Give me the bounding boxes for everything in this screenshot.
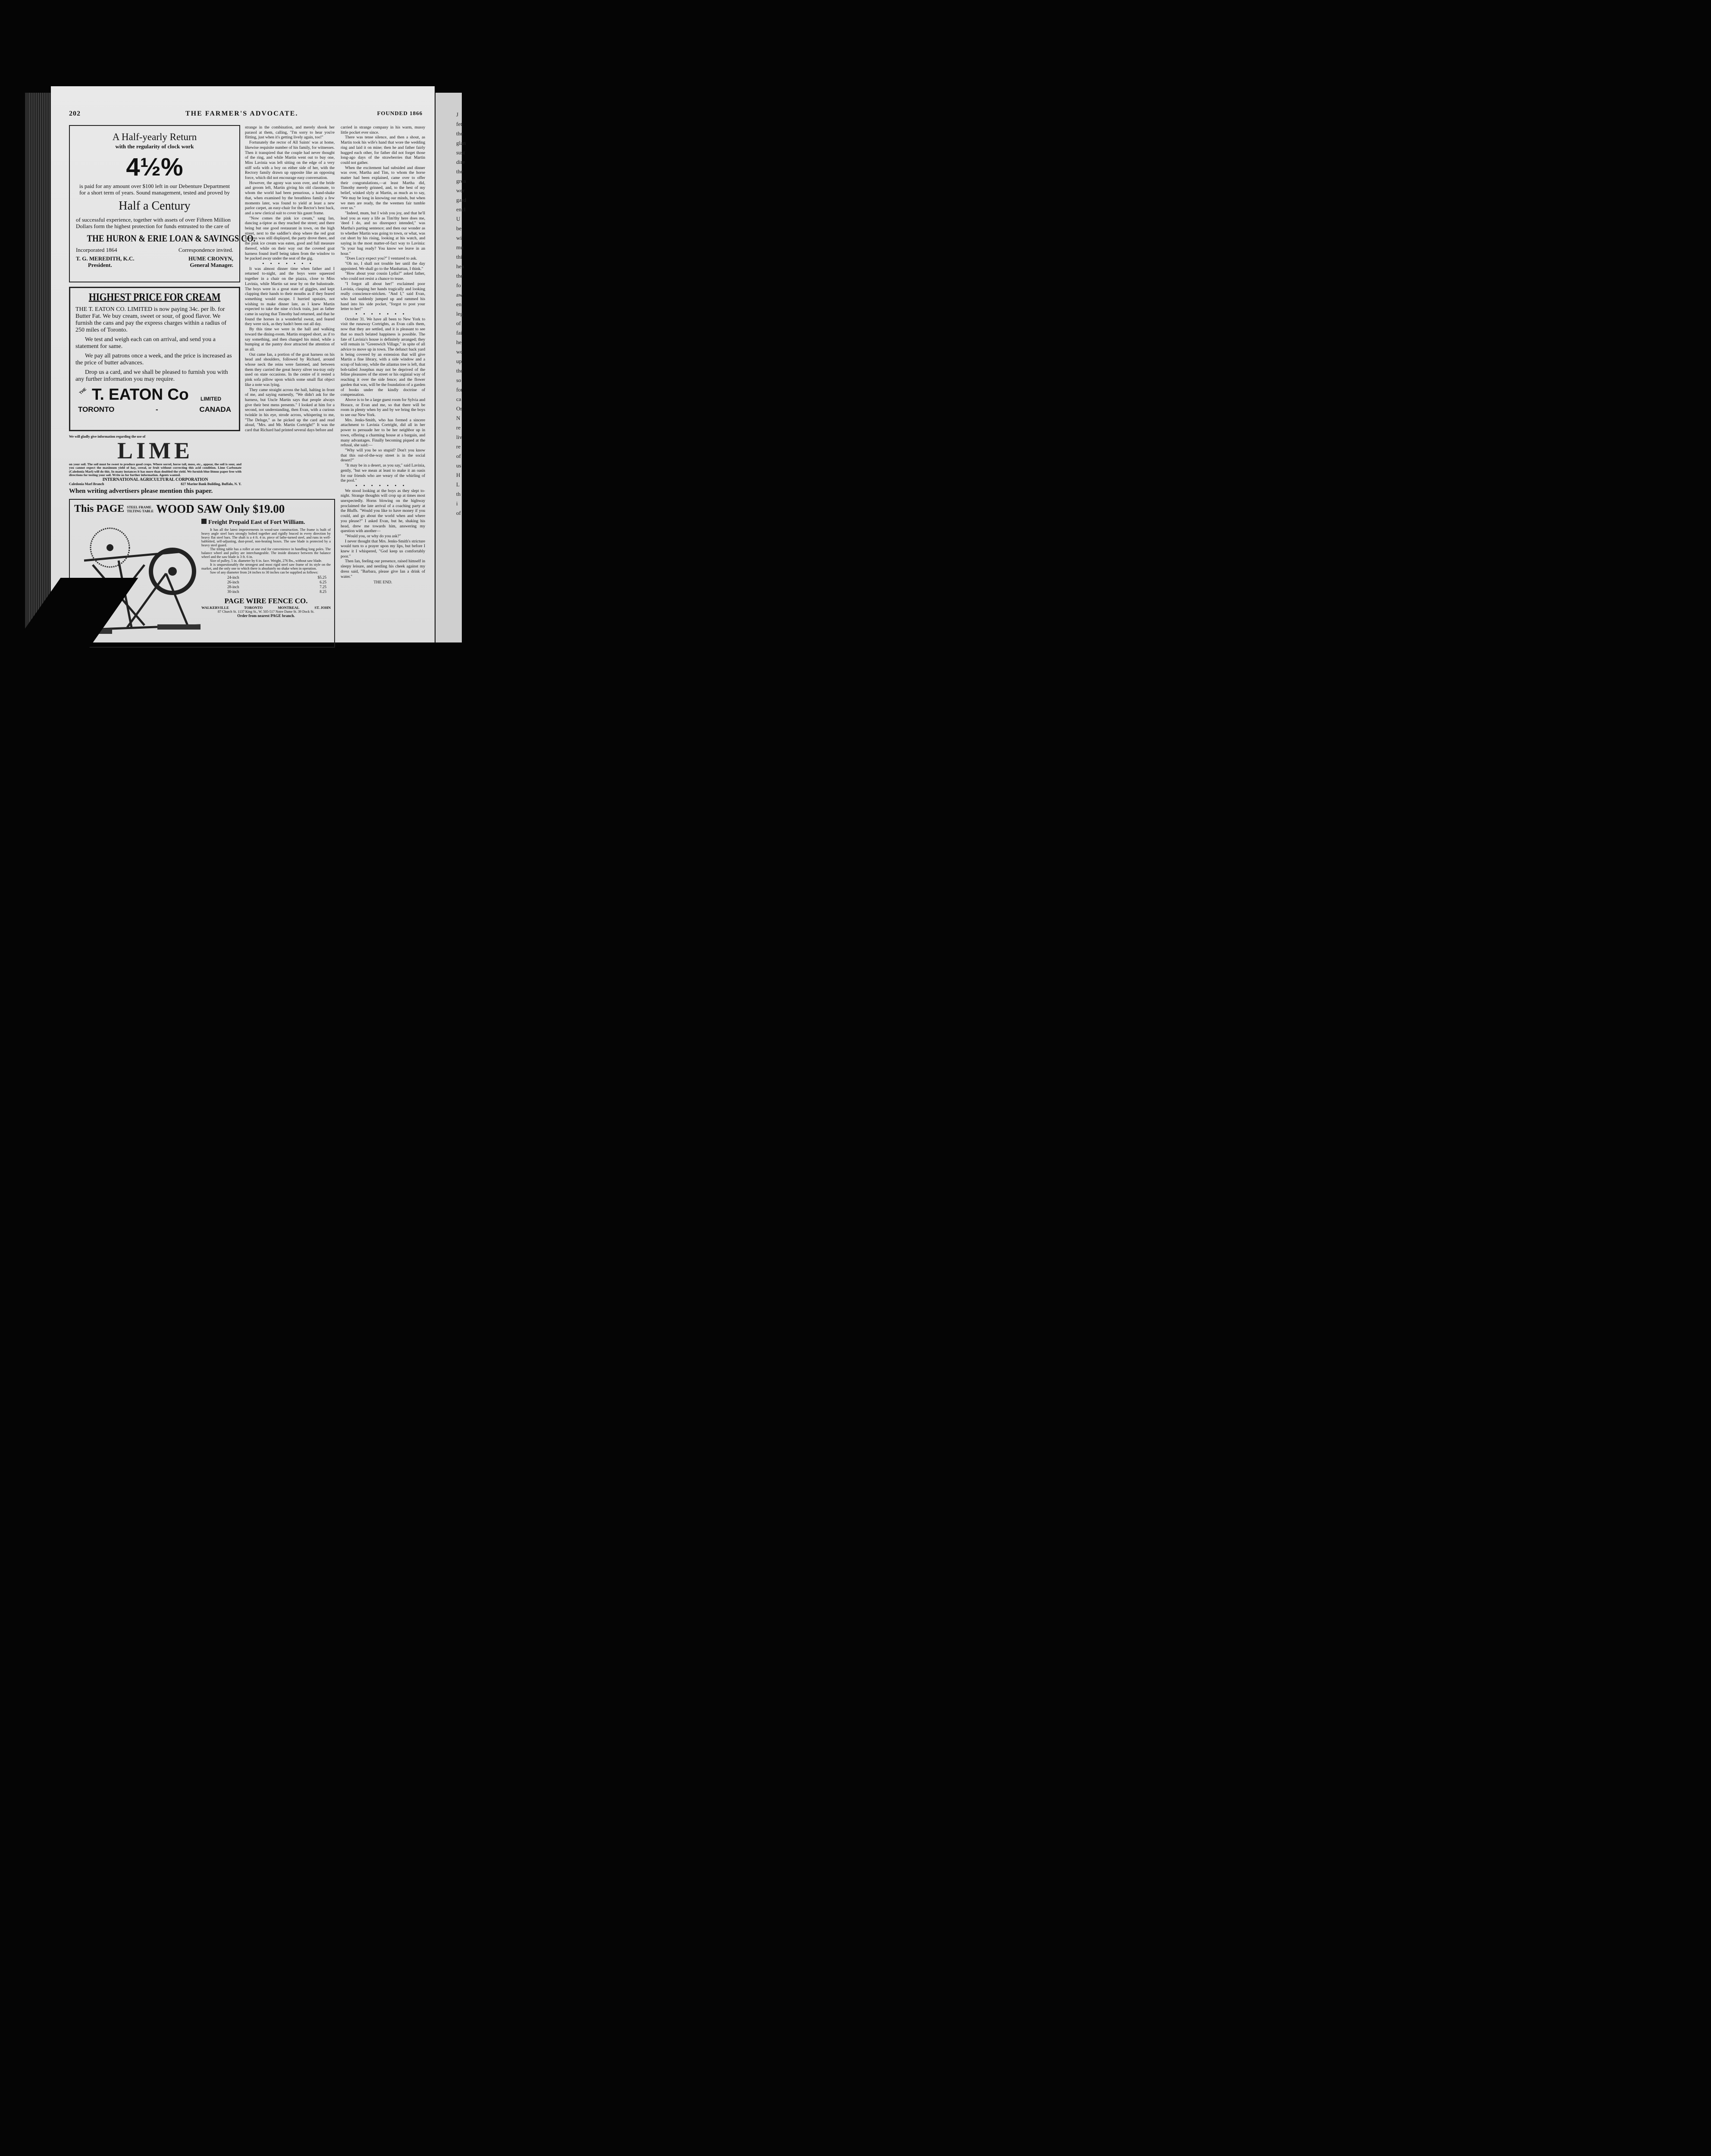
president-title: President. — [88, 262, 112, 268]
story-paragraph: It was almost dinner time when father and I returned to-night, and the boys were squeezed together in a chair on the piazza, close to Miss Lavinia, while Martin sat near by on the balustrade. The boys were in a great state of giggles, and kept clapping their hands to their mouths as if they feared something would escape. I hurried upstairs, not wishing to make dinner late, as I knew Martin expected to take the nine o'clock train, just as father came in saying that Timothy had returned, and that he found the horses in a wonderful sweat, and feared they were sick, as they hadn't been out all day. — [245, 266, 335, 327]
story-paragraph: "It may be in a desert, as you say," said Lavinia, gently, "but we mean at least to make it an oasis for our friends who are weary of the whirling of the pool." — [341, 463, 425, 483]
fragment-text: fai — [456, 329, 462, 336]
fragment-text: gard — [456, 197, 467, 203]
fragment-text: mu — [456, 244, 464, 251]
fragment-text: the — [456, 367, 463, 374]
fragment-text: en — [456, 301, 462, 307]
fragment-text: U — [456, 216, 461, 222]
story-paragraph: strange in the combination, and merely shook her parasol at them, calling, "I'm sorry to hear you're flitting, just when it's getting lively again, too!" — [245, 125, 335, 140]
fragment-text: so — [456, 377, 461, 383]
section-break: ••••••• — [355, 482, 411, 489]
facing-page-fragments — [436, 110, 467, 518]
correspondence: Correspondence invited. — [178, 247, 233, 253]
experience-text: of successful experience, together with assets of over Fifteen Million Dollars form the highest protection for funds entrusted to the care of — [76, 216, 231, 229]
fragment-text: the — [456, 168, 463, 175]
lime-word: LIME — [117, 438, 194, 464]
facing-page-edge — [436, 93, 467, 642]
eaton-logo — [75, 385, 234, 403]
section-break: ••••••• — [355, 311, 411, 317]
fragment-text: fo — [456, 282, 461, 288]
story-paragraph: When the excitement had subsided and dinner was over, Martha and Tim, to whom the horse matter had been explained, came over to offer their congratulations,—at least Martha did, Timothy merely grinned, and, to the best of my belief, winked slyly at Martin, as much as to say, "We may be long in knowing our minds, but when we men are ready, the the weemen fair tumble over us." — [341, 165, 425, 211]
story-paragraph: We stood looking at the boys as they slept to-night. Strange thoughts will crop up at times most unexpectedly. Horns blowing on the highway proclaimed the late arrival of a coaching party at the Bluffs. "Would you like to have money if you could, and go about the world when and where you please?" I asked Evan, but he, shaking his head, drew me towards him, answering my question with another— — [341, 488, 425, 534]
fragment-text: of — [456, 320, 461, 326]
story-paragraph: Mrs. Jenks-Smith, who has formed a sincere attachment to Lavinia Cortright, did all in her power to persuade her to be her neighbor up in town, offering a charming house at a bargain, and many advantages. Finally becoming piqued at the refusal, she said:— — [341, 417, 425, 448]
saw-p1: It has all the latest improvements in wood-saw construction. The frame is built of heavy angle steel bars strongly bolted together and rigidly braced in every direction by heavy flat steel bars. The shaft is a 4 ft. 4 in. piece of lathe-turned steel, and runs in well-babbitted, self-adjusting, dust-proof, non-heating boxes. The saw blade is protected by a heavy steel guard. — [201, 528, 331, 547]
branch-addresses: 87 Church St. 1137 King St., W. 505-517 Notre Dame St. 39 Dock St. — [218, 610, 314, 614]
president-name: T. G. MEREDITH, K.C. — [76, 255, 135, 262]
mention-paper: When writing advertisers please mention this paper. — [69, 487, 213, 495]
logo-limited: LIMITED — [201, 396, 221, 402]
manager-title: General Manager. — [190, 262, 233, 268]
story-paragraph: "How about your cousin Lydia?" asked father, who could not resist a chance to tease. — [341, 271, 425, 282]
fragment-text: sust — [456, 149, 465, 156]
fragment-text: we — [456, 348, 463, 355]
story-paragraph: "Why will you be so stupid? Don't you know that this out-of-the-way street is in the social desert?" — [341, 448, 425, 463]
lime-intro: We will gladly give information regarding the use of — [69, 435, 146, 439]
fragment-text: fet — [456, 121, 462, 127]
story-paragraph: They came straight across the hall, halting in front of me, and saying earnestly, "We didn't ask for the harness, but Uncle Martin says that people always give their best mens presents." I looked at him for a second, not understanding, then Evan, with a curious twinkle in his eye, strode across, whispering to me, "The Deluge," as he picked up the card and read aloud, "Mrs. and Mr. Martin Cortright!" It was the card that Richard had printed several days before and — [245, 387, 335, 433]
fragment-text: for — [456, 386, 463, 393]
rate-figure: 4½% — [126, 153, 183, 181]
saw-p2: The tilting table has a roller at one end for convenience in handling long poles. The balance wheel and pulley are interchangeable. The inside distance between the balance wheel and the saw blade is 3 ft. 6 in. — [201, 547, 331, 559]
city-toronto: TORONTO — [244, 605, 263, 610]
lime-body: on your soil. The soil must be sweet to produce good crops. Where sorrel, horse tail, moss, etc., appear, the soil is sour, and you cannot expect the maximum yield of hay, cereal, or fruit without correcting this acid condition. Lime Carbonate (Caledonia Marl) will do this. In many instances it has more than doubled the yield. We furnish blue litmus paper free with directions for testing your soil. Write us for further information. Agents wanted. — [69, 462, 241, 477]
publication-title: THE FARMER'S ADVOCATE. — [185, 110, 298, 117]
fragment-text: wer — [456, 187, 465, 194]
story-paragraph: However, the agony was soon over, and the bride and groom left, Martin giving his old classmate, to whom the world had been penurious, a hand-shake that, when examined by the breathless family a few moments later, was found to yield at least a new parlor carpet, an easy-chair for the Rector's best back, and a new clerical suit to cover his gaunt frame. — [245, 180, 335, 216]
story-paragraph: "Does Lucy expect you?" I ventured to ask. — [345, 256, 417, 261]
eaton-country: CANADA — [199, 405, 231, 414]
story-paragraph: By this time we were in the hall and walking toward the dining-room. Martin stopped short, as if to say something, and then changed his mind, while a bumping at the pantry door attracted the attention of us all. — [245, 327, 335, 352]
the-end: THE END. — [373, 580, 392, 585]
story-column-2 — [341, 125, 425, 585]
huron-erie-ad — [69, 125, 256, 282]
story-paragraph: There was tense silence, and then a shout, as Martin took his wife's hand that wore the wedding ring and laid it on mine; then he and father fairly hugged each other, for father did not forget those long-ago days of the strawberries that Martin could not gather. — [341, 135, 425, 165]
fragment-text: i — [456, 500, 458, 507]
eaton-dash: - — [156, 405, 158, 414]
fragment-text: th — [456, 491, 461, 497]
fragment-text: glan — [456, 140, 466, 146]
fragment-text: he — [456, 339, 462, 345]
story-paragraph: Out came Ian, a portion of the goat harness on his head and shoulders, followed by Richard, around whose neck the reins were fastened, and between them they carried the great heavy silver tea-tray only used on state occasions. In the centre of it rested a pink sofa pillow upon which some small flat object like a note was lying. — [245, 352, 335, 387]
story-paragraph: "Indeed, mum, but I wish you joy, and that he'll lead you as easy a life as Tim'thy here does me, 'deed I do, and no disrespect intended," was Martha's parting sentence; and then our wonder as to whether Martin was going to town, or what, was cut short by his rising, looking at his watch, and saying in the most matter-of-fact way to Lavinia: "Is your bag ready? You know we leave in an hour." — [341, 210, 425, 256]
logo-the: THE — [78, 387, 88, 395]
cream-headline: HIGHEST PRICE FOR CREAM — [88, 291, 221, 303]
story-paragraph: "Now comes the pink ice cream," sang Ian, dancing a-tiptoe as they reached the street; and there being but one good restaurant in town, on the high street, next to the saddler's shop where the red goat harness was still displayed, the party drove there, and the pink ice cream was eaten, good and full measure thereof, while on their way out the coveted goat harness found itself being taken from the window to be packed away under the seat of the gig. — [245, 216, 335, 261]
story-paragraph: "Would you, or why do you ask?" — [345, 533, 401, 539]
city-montreal: MONTREAL — [278, 605, 300, 610]
fragment-text: re — [456, 424, 461, 431]
page-header — [69, 110, 423, 119]
city-st-john: ST. JOHN — [314, 605, 331, 610]
fragment-text: J — [456, 111, 459, 118]
fragment-text: leg — [456, 310, 463, 317]
lime-address: 827 Marine Bank Building, Buffalo, N. Y. — [181, 482, 241, 486]
cream-p2: We test and weigh each can on arrival, and send you a statement for same. — [75, 336, 216, 350]
fragment-text: of — [456, 510, 461, 516]
fragment-text: aw — [456, 291, 463, 298]
lime-branch: Caledonia Marl Branch — [69, 482, 104, 486]
half-century: Half a Century — [119, 199, 191, 213]
story-paragraph: Fortunately the rector of All Saints' was at home, likewise requisite number of his family, for witnesses. Then it transpired that the couple had never thought of the ring, and while Martin went out to buy one, Miss Lavinia was left sitting on the edge of a very stiff sofa with a boy on either side of her, with the Rectory family drawn up opposite like an opposing force, which did not encourage easy conversation. — [245, 140, 335, 181]
lime-corporation: INTERNATIONAL AGRICULTURAL CORPORATION — [102, 477, 208, 482]
price-row: 24-inch $5.25 — [227, 575, 326, 580]
fragment-text: H — [456, 472, 461, 478]
fragment-text: ca — [456, 396, 461, 402]
page-number: 202 — [69, 110, 81, 117]
steel-frame: STEEL FRAME — [127, 505, 151, 509]
story-paragraph: I never thought that Mrs. Jenks-Smith's stricture would turn to a prayer upon my lips, but before I knew it I whispered, "God keep us comfortably poor." — [341, 539, 425, 559]
fragment-text: be — [456, 225, 462, 232]
saw-p4: It is unquestionably the strongest and most rigid steel saw frame of its style on the market, and the only one to which there is absolutely no shake when in operation. — [201, 563, 331, 570]
logo-name: T. EATON Co — [92, 385, 189, 403]
fragment-text: N — [456, 415, 461, 421]
debenture-text: is paid for any amount over $100 left in our Debenture Department for a short term of years. Sound management, tested and proved by — [79, 183, 230, 196]
story-paragraph: carried in strange company in his warm, mussy little pocket ever since. — [341, 125, 425, 135]
fragment-text: dire — [456, 159, 465, 165]
fragment-text: of — [456, 453, 461, 459]
price-row: 28-inch 7.25 — [227, 585, 326, 589]
fragment-text: the — [456, 130, 463, 137]
incorporated: Incorporated 1864 — [76, 247, 117, 253]
story-paragraph: October 31. We have all been to New York to visit the runaway Cortrights, as Evan calls them, now that they are settled, and it is pleasant to see that so much belated happiness is possible. The fate of Lavinia's house is definitely arranged; they will remain in "Greenwich Village," in spite of all advice to move up in town. The defunct back yard is being covered by an extension that will give Martin a fine library, with a side window and a scrap of balcony, while the ailantus tree is left, that bob-tailed Josephus may not be deprived of the feline pleasures of the street or his orginial way of reaching it over the side fence; and the flower garden that was, will be the foundation of a garden of books under the kindly doctrine of compensation. — [341, 317, 425, 398]
tilting-table: TILTING TABLE — [127, 509, 154, 513]
story-paragraph: "I forgot all about her!" exclaimed poor Lavinia, clasping her hands tragically and looking really conscience-stricken. "And I," said Evan, who had suddenly jumped up and rammed his hand into his side pocket, "forgot to post your letter to her!" — [341, 281, 425, 312]
page-wire-company: PAGE WIRE FENCE CO. — [224, 597, 308, 605]
section-break: ••••••• — [262, 260, 317, 266]
eaton-cream-ad — [69, 287, 240, 431]
founded-line: FOUNDED 1866 — [377, 110, 423, 116]
price-row: 26-inch 6.25 — [227, 580, 326, 584]
fragment-text: hea — [456, 263, 464, 270]
company-name: THE HURON & ERIE LOAN & SAVINGS CO. — [87, 233, 256, 244]
price-row: 30-inch 8.25 — [227, 589, 326, 594]
fragment-text: the — [456, 273, 463, 279]
fragment-text: us — [456, 462, 461, 469]
fragment-text: Or — [456, 405, 462, 412]
manager-name: HUME CRONYN, — [188, 255, 233, 262]
saw-p5: Saw of any diameter from 24 inches to 30 inches can be supplied as follows: — [210, 570, 319, 574]
order-line: Order from nearest PAGE branch. — [237, 614, 295, 618]
story-paragraph: Then Ian, feeling our presence, raised himself in sleepy leisure, and nestling his cheek against my dress said, "Barbara, please give Ian a drink of water." — [341, 559, 425, 579]
fragment-text: L — [456, 481, 460, 488]
fragment-text: grea — [456, 178, 466, 184]
cream-p4: Drop us a card, and we shall be pleased to furnish you with any further information you may require. — [75, 369, 228, 382]
fragment-text: wi — [456, 235, 462, 241]
fragment-text: encl — [456, 206, 466, 213]
fragment-text: re — [456, 443, 461, 450]
ad-subtitle: with the regularity of clock work — [115, 143, 194, 150]
this-page: This PAGE — [74, 503, 125, 514]
cream-p3: We pay all patrons once a week, and the price is increased as the price of butter advances. — [75, 353, 232, 366]
eaton-city: TORONTO — [78, 405, 115, 414]
fragment-text: up — [456, 358, 462, 364]
fragment-text: thi — [456, 254, 462, 260]
story-paragraph: "Oh no, I shall not trouble her until the day appointed. We shall go to the Manhattan, I think." — [341, 261, 425, 271]
story-paragraph: Above is to be a large guest room for Sylvia and Horace, or Evan and me, so that there will be room in plenty when by and by we bring the boys to see our New York. — [341, 397, 425, 418]
city-walkerville: WALKERVILLE — [201, 605, 229, 610]
lime-ad — [69, 435, 241, 495]
freight-line: Freight Prepaid East of Fort William. — [201, 519, 331, 526]
ad-title: A Half-yearly Return — [112, 132, 197, 142]
saw-p3: Size of pulley, 5 in. diameter by 6 in. face. Weight, 276 lbs., without saw blade. — [210, 559, 322, 563]
fragment-text: liv — [456, 434, 462, 440]
story-column-1 — [245, 125, 335, 433]
saw-headline: WOOD SAW Only $19.00 — [156, 502, 285, 515]
price-list — [201, 575, 331, 594]
cream-p1: THE T. EATON CO. LIMITED is now paying 34c. per lb. for Butter Fat. We buy cream, sweet or sour, of good flavor. We furnish the cans and pay the express charges within a radius of 250 miles of Toronto. — [75, 306, 227, 333]
